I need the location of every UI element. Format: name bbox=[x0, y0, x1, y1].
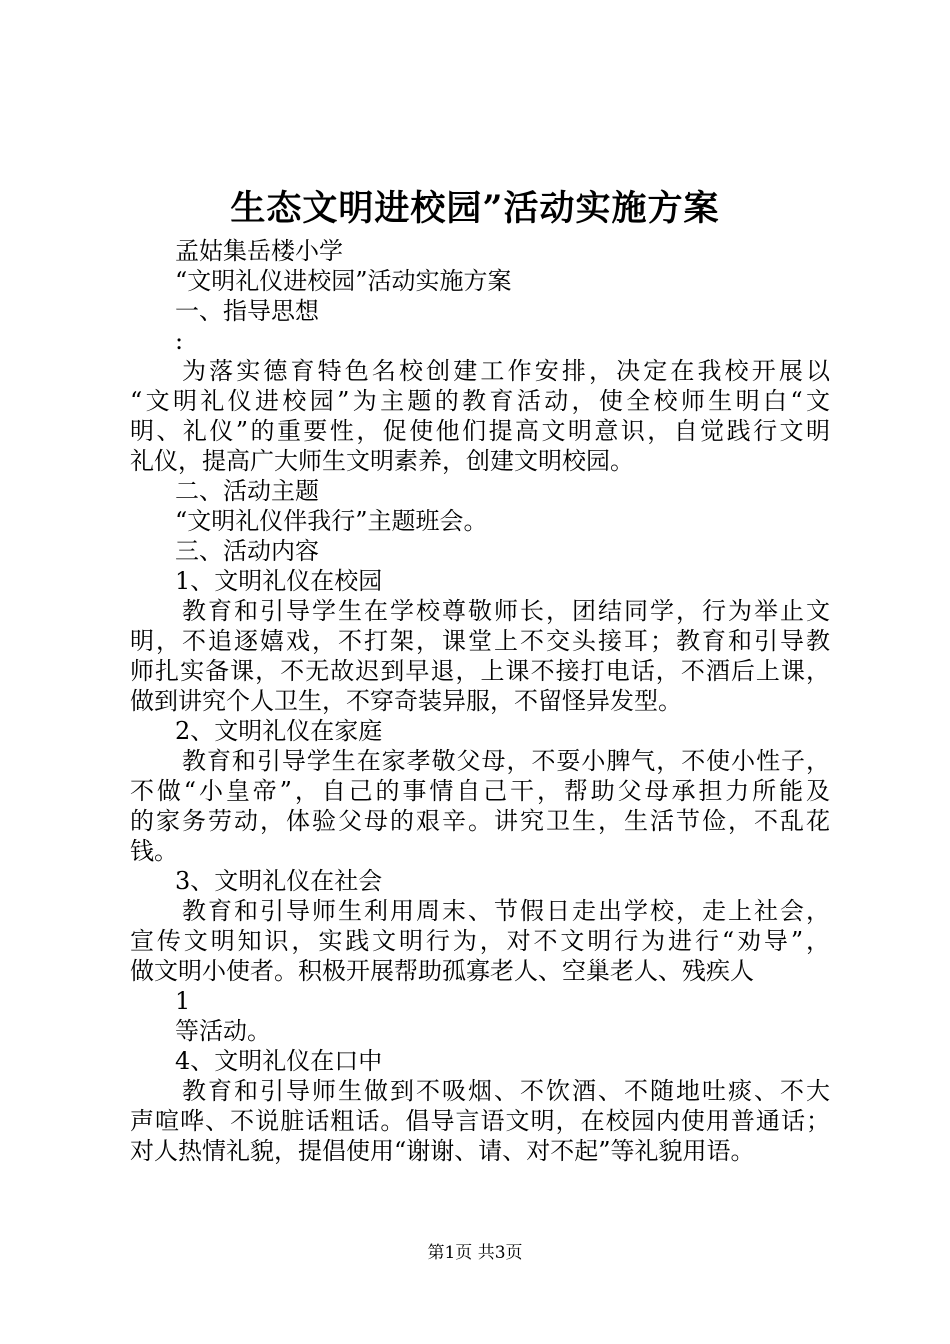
text-line: 三、活动内容 bbox=[175, 537, 319, 565]
text-line: 教育和引导师生做到不吸烟、不饮酒、不随地吐痰、不大 bbox=[182, 1077, 830, 1105]
page-footer: 第1页 共3页 bbox=[427, 1243, 523, 1263]
text-line: 明、礼仪”的重要性，促使他们提高文明意识，自觉践行文明 bbox=[130, 417, 830, 445]
text-line: “文明礼仪进校园”为主题的教育活动，使全校师生明白“文 bbox=[130, 387, 830, 415]
text-line: 教育和引导学生在学校尊敬师长，团结同学，行为举止文 bbox=[182, 597, 830, 625]
text-line: 1、文明礼仪在校园 bbox=[175, 567, 383, 595]
text-line: “文明礼仪伴我行”主题班会。 bbox=[175, 507, 488, 535]
text-line: 的家务劳动，体验父母的艰辛。讲究卫生，生活节俭，不乱花 bbox=[130, 807, 830, 835]
text-line: 明，不追逐嬉戏，不打架，课堂上不交头接耳；教育和引导教 bbox=[130, 627, 830, 655]
document-title: 生态文明进校园”活动实施方案 bbox=[230, 188, 720, 229]
text-line: 做文明小使者。积极开展帮助孤寡老人、空巢老人、残疾人 bbox=[130, 957, 754, 985]
document-body bbox=[130, 236, 830, 1166]
text-line: : bbox=[175, 327, 184, 355]
text-line: 一、指导思想 bbox=[175, 297, 319, 325]
text-line: 声喧哗、不说脏话粗话。倡导言语文明，在校园内使用普通话； bbox=[130, 1107, 830, 1135]
text-line: 宣传文明知识，实践文明行为，对不文明行为进行“劝导”， bbox=[130, 927, 830, 955]
text-line: 3、文明礼仪在社会 bbox=[175, 867, 383, 895]
text-line: 教育和引导学生在家孝敬父母，不耍小脾气，不使小性子， bbox=[182, 747, 830, 775]
text-line: 孟姑集岳楼小学 bbox=[175, 237, 343, 265]
text-line: 做到讲究个人卫生，不穿奇装异服，不留怪异发型。 bbox=[130, 687, 682, 715]
text-line: 二、活动主题 bbox=[175, 477, 319, 505]
text-line: 师扎实备课，不无故迟到早退，上课不接打电话，不酒后上课， bbox=[130, 657, 830, 685]
text-line: 1 bbox=[175, 987, 191, 1015]
text-line: 礼仪，提高广大师生文明素养，创建文明校园。 bbox=[130, 447, 634, 475]
text-line: 为落实德育特色名校创建工作安排，决定在我校开展以 bbox=[182, 357, 830, 385]
text-line: 对人热情礼貌，提倡使用“谢谢、请、对不起”等礼貌用语。 bbox=[130, 1137, 755, 1165]
text-line: 教育和引导师生利用周末、节假日走出学校，走上社会， bbox=[182, 897, 830, 925]
text-line: 等活动。 bbox=[175, 1017, 271, 1045]
text-line: 2、文明礼仪在家庭 bbox=[175, 717, 383, 745]
text-line: 4、文明礼仪在口中 bbox=[175, 1047, 383, 1075]
text-line: 不做“小皇帝”，自己的事情自己干，帮助父母承担力所能及 bbox=[130, 777, 830, 805]
text-line: “文明礼仪进校园”活动实施方案 bbox=[175, 267, 512, 295]
text-line: 钱。 bbox=[130, 837, 178, 865]
